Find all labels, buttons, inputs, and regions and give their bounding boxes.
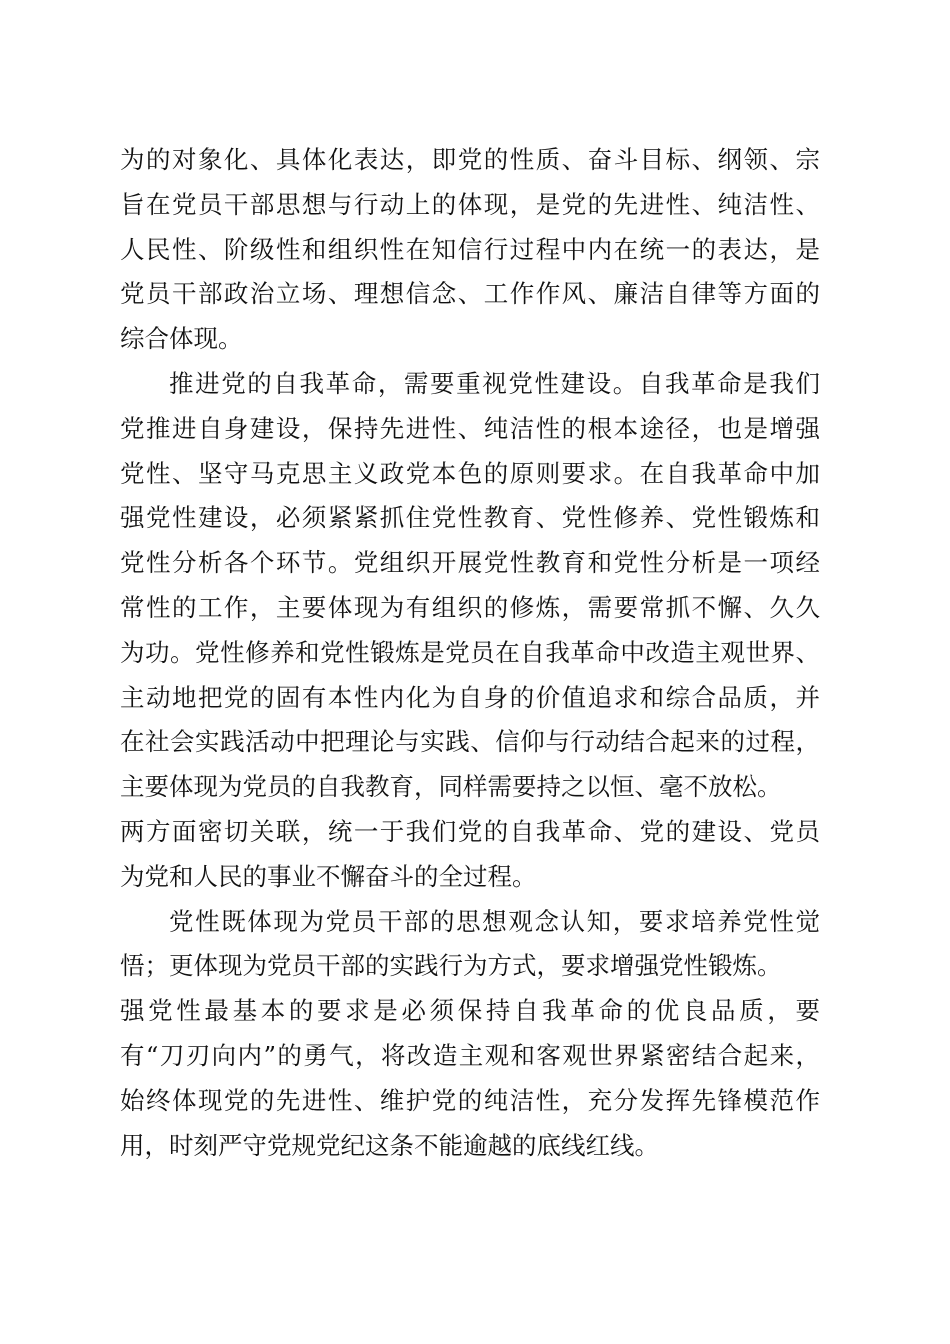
text-line: 两方面密切关联，统一于我们党的自我革命、党的建设、党员 bbox=[120, 816, 820, 846]
text-line: 党性既体现为党员干部的思想观念认知，要求培养党性觉 bbox=[169, 906, 820, 936]
text-line: 人民性、阶级性和组织性在知信行过程中内在统一的表达，是 bbox=[120, 234, 820, 264]
text-line: 综合体现。 bbox=[120, 324, 243, 354]
text-line: 强党性最基本的要求是必须保持自我革命的优良品质，要 bbox=[120, 996, 820, 1026]
text-line: 党性、坚守马克思主义政党本色的原则要求。在自我革命中加 bbox=[120, 458, 820, 488]
text-line: 常性的工作，主要体现为有组织的修炼，需要常抓不懈、久久 bbox=[120, 592, 820, 622]
paragraph bbox=[120, 138, 820, 362]
text-line: 为的对象化、具体化表达，即党的性质、奋斗目标、纲领、宗 bbox=[120, 145, 820, 174]
text-line: 始终体现党的先进性、维护党的纯洁性，充分发挥先锋模范作 bbox=[120, 1085, 820, 1115]
text-line: 强党性建设，必须紧紧抓住党性教育、党性修养、党性锻炼和 bbox=[120, 503, 820, 533]
text-line: 用，时刻严守党规党纪这条不能逾越的底线红线。 bbox=[120, 1130, 659, 1160]
text-line: 为党和人民的事业不懈奋斗的全过程。 bbox=[120, 861, 537, 891]
text-line: 党员干部政治立场、理想信念、工作作风、廉洁自律等方面的 bbox=[120, 279, 820, 309]
text-line: 悟；更体现为党员干部的实践行为方式，要求增强党性锻炼。 bbox=[120, 951, 782, 981]
text-line: 主要体现为党员的自我教育，同样需要持之以恒、毫不放松。 bbox=[120, 772, 782, 802]
text-line: 旨在党员干部思想与行动上的体现，是党的先进性、纯洁性、 bbox=[120, 189, 820, 219]
text-line: 在社会实践活动中把理论与实践、信仰与行动结合起来的过程， bbox=[120, 727, 820, 757]
paragraph bbox=[120, 362, 820, 900]
text-line: 党性分析各个环节。党组织开展党性教育和党性分析是一项经 bbox=[120, 548, 820, 578]
text-line: 推进党的自我革命，需要重视党性建设。自我革命是我们 bbox=[169, 368, 820, 398]
paragraph bbox=[120, 900, 820, 1169]
document-body bbox=[120, 138, 820, 1168]
text-line: 为功。党性修养和党性锻炼是党员在自我革命中改造主观世界、 bbox=[120, 637, 820, 667]
text-line: 有“刀刃向内”的勇气，将改造主观和客观世界紧密结合起来， bbox=[120, 1040, 820, 1070]
text-line: 党推进自身建设，保持先进性、纯洁性的根本途径，也是增强 bbox=[120, 413, 820, 443]
text-line: 主动地把党的固有本性内化为自身的价值追求和综合品质，并 bbox=[120, 682, 820, 712]
